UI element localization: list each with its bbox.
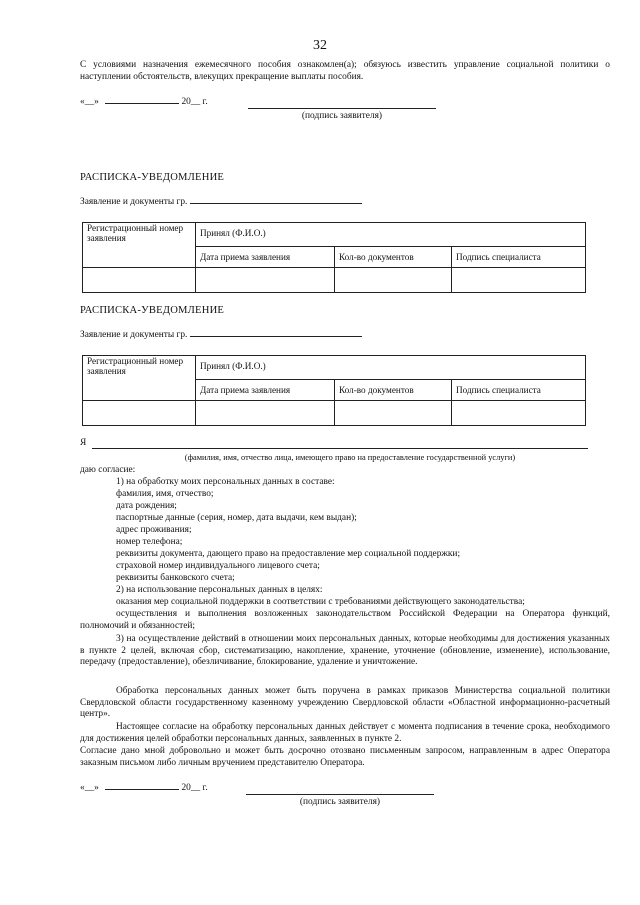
top-signature-blank[interactable]: [248, 108, 436, 109]
date-suffix: г.: [202, 97, 208, 107]
consent-p5: Настоящее согласие на обработку персональных данных действует с момента подписания в течение срока, необходимого для достижения целей обработки персональных данных, заявленных в пункте 2.: [80, 722, 610, 744]
receipt-table-1: [82, 222, 586, 293]
top-date-line: [80, 97, 208, 109]
bottom-signature-caption: (подпись заявителя): [299, 797, 381, 807]
sign-cell[interactable]: [452, 268, 586, 293]
sign-header: Подпись специалиста: [452, 380, 586, 401]
date-cell[interactable]: [196, 401, 335, 426]
receipt-docs-line-1: [80, 197, 362, 209]
consent-item: паспортные данные (серия, номер, дата выдачи, кем выдан);: [116, 513, 357, 523]
consent-give: даю согласие:: [80, 465, 136, 475]
date-month-blank[interactable]: [105, 789, 179, 790]
receipt-docs-line-2: [80, 330, 362, 342]
consent-item: фамилия, имя, отчество;: [116, 489, 214, 499]
accepted-header: Принял (Ф.И.О.): [196, 223, 586, 247]
page-number: 32: [313, 38, 327, 53]
reg-number-cell[interactable]: [83, 268, 196, 293]
consent-p2-item2: осуществления и выполнения возложенных законодательством Российской Федерации на Оператора функций, полномочий и обязанностей;: [80, 609, 610, 631]
bottom-signature-blank[interactable]: [246, 794, 434, 795]
consent-item: страховой номер индивидуального лицевого счета;: [116, 561, 320, 571]
consent-p4: Обработка персональных данных может быть поручена в рамках приказов Министерства социальной политики Свердловской области государственному казенному учреждению Свердловской области «Областной информационно-расчетный центр».: [80, 686, 610, 720]
consent-item: реквизиты документа, дающего право на предоставление мер социальной поддержки;: [116, 549, 461, 559]
date-cell[interactable]: [196, 268, 335, 293]
date-day: «__»: [80, 97, 99, 107]
consent-fio-caption: (фамилия, имя, отчество лица, имеющего право на предоставление государственной услуги): [184, 453, 516, 462]
sign-cell[interactable]: [452, 401, 586, 426]
consent-ya: Я: [80, 438, 87, 448]
date-header: Дата приема заявления: [196, 247, 335, 268]
date-suffix: г.: [202, 783, 208, 793]
date-year: 20__: [181, 783, 201, 793]
date-month-blank[interactable]: [105, 103, 179, 104]
consent-p6: Согласие дано мной добровольно и может быть досрочно отозвано письменным запросом, направленным в адрес Оператора заказным письмом либо личным вручением представителю Оператора.: [80, 746, 610, 768]
docs-name-blank[interactable]: [190, 336, 362, 337]
date-header: Дата приема заявления: [196, 380, 335, 401]
consent-fio-blank[interactable]: [92, 448, 588, 449]
receipt-table-2: [82, 355, 586, 426]
acknowledgement-paragraph: С условиями назначения ежемесячного пособия ознакомлен(а); обязуюсь известить управление социальной политики о наступлении обстоятельств, влекущих прекращение выплаты пособия.: [80, 60, 610, 82]
consent-p1: 1) на обработку моих персональных данных в составе:: [116, 477, 335, 487]
date-year: 20__: [181, 97, 201, 107]
receipt-title-1: РАСПИСКА-УВЕДОМЛЕНИЕ: [80, 172, 225, 183]
consent-item: адрес проживания;: [116, 525, 192, 535]
consent-item: номер телефона;: [116, 537, 183, 547]
top-signature-caption: (подпись заявителя): [301, 111, 383, 121]
receipt-title-2: РАСПИСКА-УВЕДОМЛЕНИЕ: [80, 305, 225, 316]
sign-header: Подпись специалиста: [452, 247, 586, 268]
accepted-header: Принял (Ф.И.О.): [196, 356, 586, 380]
count-cell[interactable]: [335, 268, 452, 293]
docs-label: Заявление и документы гр.: [80, 197, 188, 207]
consent-item: дата рождения;: [116, 501, 177, 511]
count-header: Кол-во документов: [335, 380, 452, 401]
reg-number-cell[interactable]: [83, 401, 196, 426]
consent-p2-item1: оказания мер социальной поддержки в соответствии с требованиями действующего законодательства;: [116, 597, 525, 607]
docs-label: Заявление и документы гр.: [80, 330, 188, 340]
reg-number-header: Регистрационный номер заявления: [83, 223, 196, 268]
consent-p2: 2) на использование персональных данных в целях:: [116, 585, 323, 595]
reg-number-header: Регистрационный номер заявления: [83, 356, 196, 401]
docs-name-blank[interactable]: [190, 203, 362, 204]
count-cell[interactable]: [335, 401, 452, 426]
consent-item: реквизиты банковского счета;: [116, 573, 235, 583]
date-day: «__»: [80, 783, 99, 793]
bottom-date-line: [80, 783, 208, 795]
count-header: Кол-во документов: [335, 247, 452, 268]
consent-p3: 3) на осуществление действий в отношении моих персональных данных, которые необходимы для достижения указанных в пункте 2 целей, включая сбор, систематизацию, накопление, хранение, уточнение (обновление, изменение), использование, передачу (предоставление), обезличивание, блокирование, удаление и уничтожение.: [80, 634, 610, 668]
